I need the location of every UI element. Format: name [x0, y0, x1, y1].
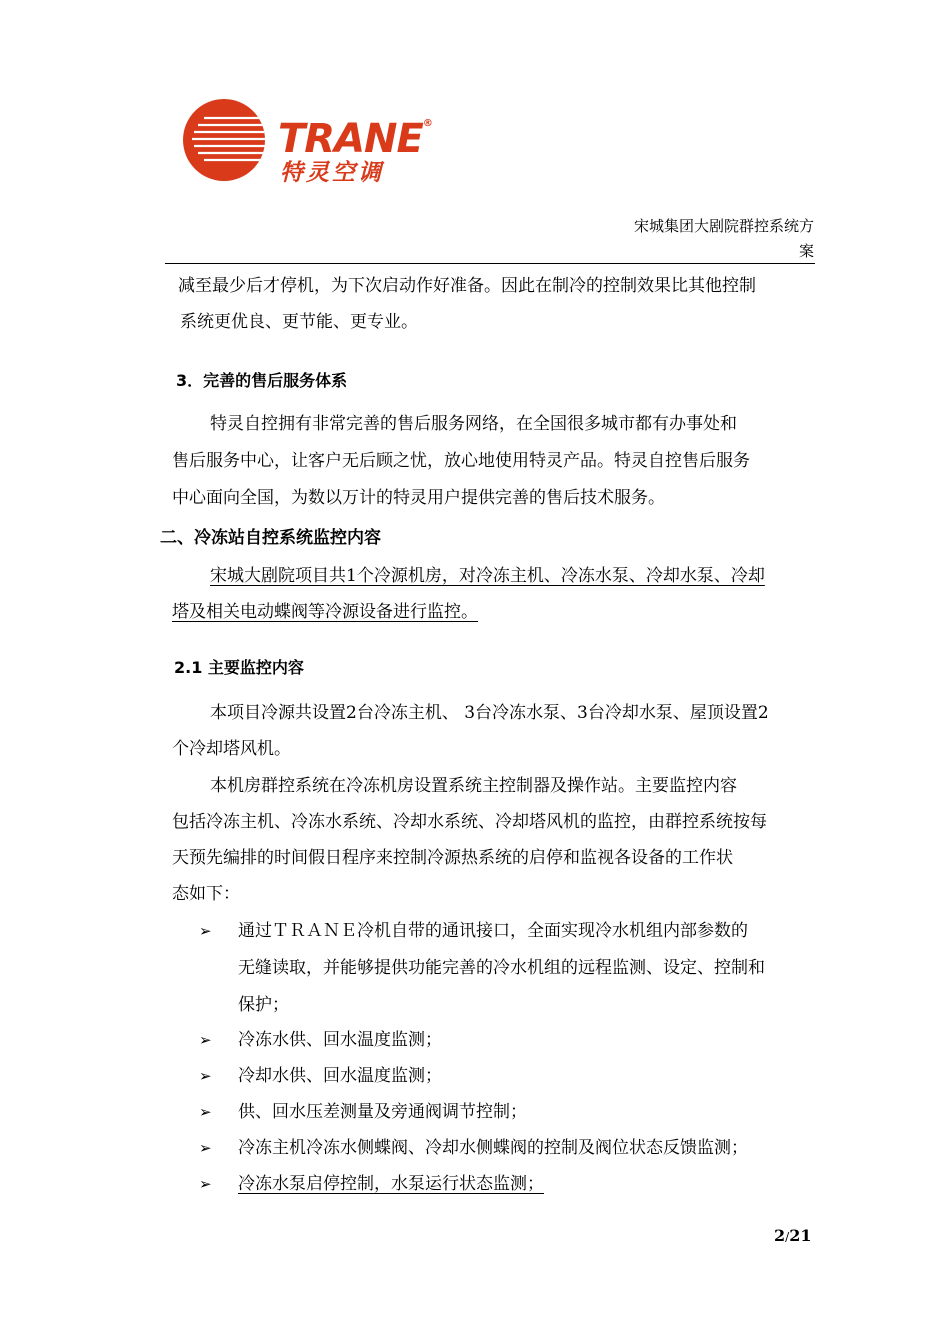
bullet-arrow-icon: ➢ — [199, 1103, 212, 1121]
paragraph-equipment-line-1: 本项目冷源共设置2台冷冻主机、 3台冷冻水泵、3台冷却水泵、屋顶设置2 — [210, 703, 769, 723]
bullet-arrow-icon: ➢ — [199, 1031, 212, 1049]
document-title-line-1: 宋城集团大剧院群控系统方 — [633, 217, 814, 235]
bullet-arrow-icon: ➢ — [199, 1067, 212, 1085]
page-total: 21 — [789, 1226, 812, 1245]
bullet-3-line-1: 冷却水供、回水温度监测； — [238, 1066, 442, 1086]
page-separator: / — [785, 1230, 790, 1244]
page-number — [774, 1226, 811, 1245]
paragraph-project-line-2: 塔及相关电动蝶阀等冷源设备进行监控。 — [172, 602, 478, 622]
brand-name-en — [278, 116, 432, 162]
bullet-6-line-1: 冷冻水泵启停控制，水泵运行状态监测； — [238, 1174, 544, 1194]
document-title-line-2: 案 — [798, 242, 814, 260]
paragraph-project-line-1: 宋城大剧院项目共1个冷源机房，对冷冻主机、冷冻水泵、冷却水泵、冷却 — [210, 566, 765, 586]
page-current: 2 — [774, 1226, 786, 1245]
paragraph-service-line-3: 中心面向全国，为数以万计的特灵用户提供完善的售后技术服务。 — [172, 488, 665, 508]
bullet-1-line-1: 通过ＴＲＡＮＥ冷机自带的通讯接口，全面实现冷水机组内部参数的 — [238, 921, 748, 941]
header-rule — [165, 263, 815, 264]
paragraph-system-line-3: 天预先编排的时间假日程序来控制冷源热系统的启停和监视各设备的工作状 — [172, 848, 733, 868]
paragraph-continued-line-2: 系统更优良、更节能、更专业。 — [180, 312, 418, 332]
trane-logo — [182, 98, 432, 188]
paragraph-equipment-line-2: 个冷却塔风机。 — [172, 739, 291, 759]
bullet-arrow-icon: ➢ — [199, 1139, 212, 1157]
bullet-arrow-icon: ➢ — [199, 1175, 212, 1193]
bullet-1-line-3: 保护； — [238, 995, 289, 1015]
bullet-arrow-icon: ➢ — [199, 922, 212, 940]
paragraph-system-line-1: 本机房群控系统在冷冻机房设置系统主控制器及操作站。主要监控内容 — [210, 776, 737, 796]
registered-mark: ® — [422, 118, 432, 129]
brand-name-cn: 特灵空调 — [280, 160, 384, 186]
heading-chiller-station-monitoring: 二、冷冻站自控系统监控内容 — [160, 528, 381, 548]
heading-after-sales-service: 3．完善的售后服务体系 — [176, 371, 348, 390]
document-title — [560, 214, 814, 264]
bullet-5-line-1: 冷冻主机冷冻水侧蝶阀、冷却水侧蝶阀的控制及阀位状态反馈监测； — [238, 1138, 748, 1158]
paragraph-service-line-2: 售后服务中心，让客户无后顾之忧，放心地使用特灵产品。特灵自控售后服务 — [172, 451, 750, 471]
heading-main-monitoring-content: 2.1 主要监控内容 — [174, 658, 304, 677]
bullet-1-line-2: 无缝读取，并能够提供功能完善的冷水机组的远程监测、设定、控制和 — [238, 958, 765, 978]
bullet-2-line-1: 冷冻水供、回水温度监测； — [238, 1030, 442, 1050]
trane-circle-logo-icon — [182, 98, 266, 182]
paragraph-system-line-2: 包括冷冻主机、冷冻水系统、冷却水系统、冷却塔风机的监控，由群控系统按每 — [172, 812, 767, 832]
paragraph-service-line-1: 特灵自控拥有非常完善的售后服务网络，在全国很多城市都有办事处和 — [210, 414, 737, 434]
paragraph-system-line-4: 态如下： — [172, 884, 240, 904]
brand-name-en-text: TRANE — [278, 116, 423, 162]
paragraph-continued-line-1: 减至最少后才停机，为下次启动作好准备。因此在制冷的控制效果比其他控制 — [178, 276, 756, 296]
bullet-4-line-1: 供、回水压差测量及旁通阀调节控制； — [238, 1102, 527, 1122]
